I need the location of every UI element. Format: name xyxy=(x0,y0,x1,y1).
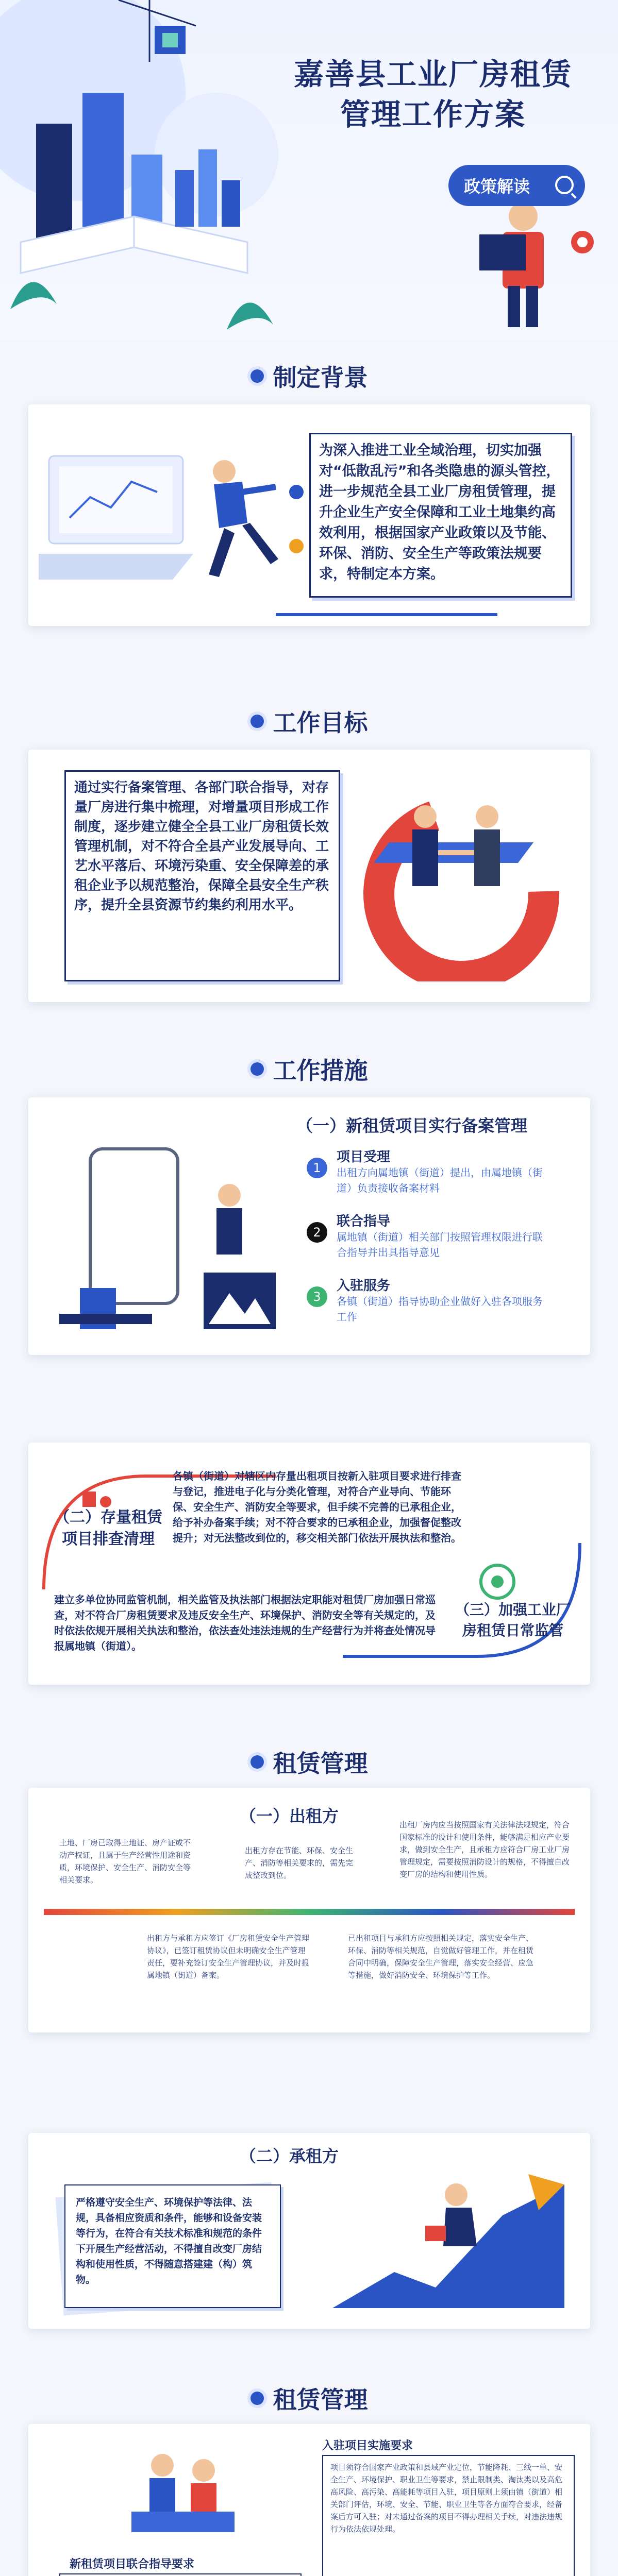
section-header-measures xyxy=(0,1054,618,1084)
step-number: 2 xyxy=(307,1222,327,1243)
guidance-text xyxy=(59,2573,302,2576)
search-icon xyxy=(555,176,574,194)
lessee-title: （二）承租方 xyxy=(240,2146,339,2166)
laptop-runner-illustration xyxy=(39,425,307,611)
filing-step xyxy=(307,1146,575,1211)
guidance-title: 新租赁项目联合指导要求 xyxy=(70,2558,195,2571)
goals-text: 通过实行备案管理、各部门联合指导，对存量厂房进行集中梳理，对增量项目形成工作制度，逐步建立健全全县工业厂房租赁长效管理机制，对不符合全县产业发展导向、工艺水平落后、环境污染重、安全保障差的承租企业予以规范整治，保障全县安全生产秩序，提升全县资源节约集约利用水平。 xyxy=(64,770,340,981)
section-dot-icon xyxy=(250,715,264,728)
lessee-card xyxy=(28,2133,590,2329)
background-text: 为深入推进工业全域治理，切实加强对“低散乱污”和各类隐患的源头管控，进一步规范全县工业厂房租赁管理，提升企业生产安全保障和工业土地集约高效利用，根据国家产业政策以及节能、环保、消防、安全生产等政策法规要求，特制定本方案。 xyxy=(309,433,572,598)
section-dot-icon xyxy=(250,2392,264,2405)
measures-filing-card xyxy=(28,1097,590,1355)
section-title: 工作措施 xyxy=(273,1057,368,1084)
page-title xyxy=(268,54,598,134)
filing-title: （一）新租赁项目实行备案管理 xyxy=(296,1116,528,1136)
lessee-text: 严格遵守安全生产、环境保护等法律、法规，具备相应资质和条件，能够和设备安装等行为，在符合有关技术标准和规范的条件下开展生产经营活动，不得擅自改变厂房结构和使用性质，不得随意搭建建（构）筑物。 xyxy=(64,2184,281,2308)
existing-title: （二）存量租赁项目排查清理 xyxy=(54,1509,162,1548)
timeline-bar xyxy=(44,1909,575,1915)
step-title: 项目受理 xyxy=(337,1149,391,1165)
section-dot-icon xyxy=(250,1062,264,1076)
section-dot-icon xyxy=(250,369,264,383)
section-header-goals xyxy=(0,706,618,737)
section-title: 租赁管理 xyxy=(273,2386,368,2414)
existing-text: 各镇（街道）对辖区内存量出租项目按新入驻项目要求进行排查与登记，推进电子化与分类化管理，对符合产业导向、节能环保、安全生产、消防安全等要求，但手续不完善的已承租企业，给予补办备案手续；对不符合要求的已承租企业，加强督促整改提升；对无法整改到位的，移交相关部门依法开展执法和整治。 xyxy=(173,1470,461,1544)
title-line-2: 管理工作方案 xyxy=(340,97,526,132)
entry-requirements-card xyxy=(28,2424,590,2576)
lessor-item: 已出租项目与承租方应按照相关规定，落实安全生产、环保、消防等相关规范，自觉做好管理工作，并在租赁合同中明确，保障安全生产管理，落实安全经营、应急等措施，做好消防安全、环境保护等工作。 xyxy=(348,1934,534,1980)
section-header-background xyxy=(0,361,618,392)
team-illustration xyxy=(49,2439,307,2543)
lessor-item: 出租厂房内应当按照国家有关法律法规规定，符合国家标准的设计和使用条件，能够满足相应产业要求，做到安全生产，且承租方应符合厂房工业厂房管理规定，需要按照消防设计的规格，不得擅自改变厂房的结构和使用性质。 xyxy=(399,1820,570,1879)
lessor-item: 出租方存在节能、环保、安全生产、消防等相关要求的，需先完成整改到位。 xyxy=(245,1846,354,1880)
title-line-1: 嘉善县工业厂房租赁 xyxy=(293,57,572,92)
lessor-item: 出租方与承租方应签订《厂房租赁安全生产管理协议》，已签订租赁协议但未明确安全生产管理责任，要补充签订安全生产管理协议，并及时报属地镇（街道）备案。 xyxy=(147,1934,310,1980)
phone-person-illustration xyxy=(49,1118,291,1340)
lessor-title: （一）出租方 xyxy=(240,1806,339,1826)
measures-existing-card xyxy=(28,1443,590,1685)
policy-pill-label: 政策解读 xyxy=(464,177,530,196)
hero-banner xyxy=(0,0,618,340)
climbing-person-illustration xyxy=(332,2164,575,2318)
filing-step xyxy=(307,1211,575,1275)
step-title: 入驻服务 xyxy=(337,1278,391,1294)
handshake-illustration xyxy=(348,781,575,981)
section-title: 租赁管理 xyxy=(273,1750,368,1777)
filing-step xyxy=(307,1275,575,1340)
supervision-text: 建立多单位协同监管机制，相关监管及执法部门根据法定职能对租赁厂房加强日常巡查，对不符合厂房租赁要求及违反安全生产、环境保护、消防安全等有关规定的，及时依法依规开展相关执法和整治，依法查处违法违规的生产经营行为并将查处情况导报属地镇（街道）。 xyxy=(54,1594,436,1652)
step-text: 出租方向属地镇（街道）提出，由属地镇（街道）负责接收备案材料 xyxy=(337,1166,543,1194)
lessor-item: 土地、厂房已取得土地证、房产证或不动产权证，且属于生产经营性用途和资质，环境保护、安全生产、消防安全等相关要求。 xyxy=(59,1838,191,1885)
policy-interpretation-button[interactable] xyxy=(448,165,585,206)
supervision-title: （三）加强工业厂房租赁日常监管 xyxy=(455,1601,571,1639)
step-text: 属地镇（街道）相关部门按照管理权限进行联合指导并出具指导意见 xyxy=(337,1231,543,1259)
section-title: 制定背景 xyxy=(273,364,368,392)
step-number: 1 xyxy=(307,1158,327,1178)
lessor-card xyxy=(28,1788,590,2032)
section-title: 工作目标 xyxy=(273,709,368,737)
entry-title: 入驻项目实施要求 xyxy=(322,2439,413,2452)
goals-card xyxy=(28,750,590,1002)
filing-steps xyxy=(307,1146,575,1340)
entry-text: 项目须符合国家产业政策和县域产业定位，节能降耗、三线一单、安全生产、环境保护、职业卫生等要求，禁止限制类、淘汰类以及高危高风险、高污染、高能耗等项目入驻，项目原则上须由镇（街道）相关部门评估，环境、安全、节能、职业卫生等各方面符合要求，经备案后方可入驻；对未通过备案的项目不得办理相关手续，对违法违规行为依法依规处理。 xyxy=(322,2455,575,2576)
step-number: 3 xyxy=(307,1286,327,1307)
section-header-lease xyxy=(0,1747,618,1777)
section-header-lease-2 xyxy=(0,2383,618,2414)
step-title: 联合指导 xyxy=(337,1214,391,1229)
section-dot-icon xyxy=(250,1755,264,1769)
step-text: 各镇（街道）指导协助企业做好入驻各项服务工作 xyxy=(337,1295,543,1323)
background-card xyxy=(28,404,590,626)
divider-bar xyxy=(276,613,497,616)
